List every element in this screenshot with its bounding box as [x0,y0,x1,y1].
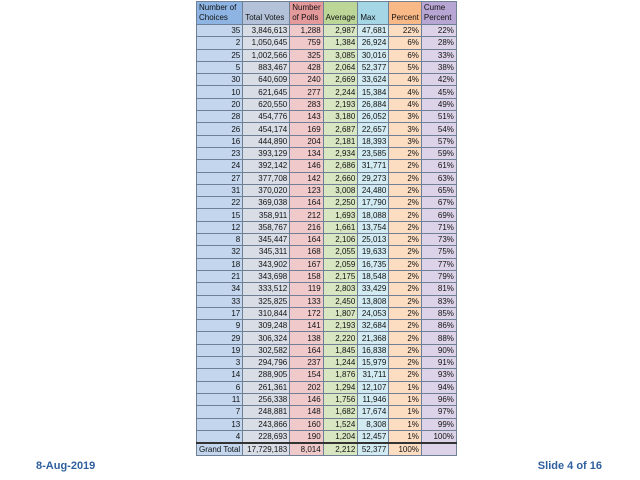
cell-average: 2,106 [323,234,358,246]
cell-total-votes: 369,038 [243,197,290,209]
table-row [197,160,457,172]
cell-percent: 2% [389,307,422,319]
cell-max: 29,273 [358,172,389,184]
cell-number-of-choices: 24 [197,160,243,172]
cell-average: 2,687 [323,123,358,135]
cell-max: 18,393 [358,135,389,147]
cell-total-votes: 345,311 [243,246,290,258]
table-row [197,98,457,110]
cell-average: 2,193 [323,98,358,110]
cell-number-of-polls: 172 [290,307,323,319]
cell-cume-percent: 88% [421,332,456,344]
cell-average: 1,693 [323,209,358,221]
cell-total-votes: 228,693 [243,430,290,443]
header-cume-percent: Cume Percent [421,2,456,25]
cell-number-of-choices: 32 [197,246,243,258]
cell-average: 2,220 [323,332,358,344]
cell-cume-percent: 54% [421,123,456,135]
grand-total-percent: 100% [389,443,422,456]
cell-percent: 2% [389,184,422,196]
cell-number-of-polls: 283 [290,98,323,110]
cell-number-of-polls: 158 [290,270,323,282]
cell-total-votes: 377,708 [243,172,290,184]
cell-average: 1,384 [323,37,358,49]
cell-number-of-polls: 164 [290,234,323,246]
cell-average: 2,450 [323,295,358,307]
cell-number-of-polls: 1,288 [290,25,323,37]
cell-cume-percent: 61% [421,160,456,172]
table-body [197,25,457,444]
cell-number-of-choices: 3 [197,357,243,369]
table-row [197,111,457,123]
footer-slide-number: Slide 4 of 16 [537,460,602,472]
cell-percent: 22% [389,25,422,37]
cell-number-of-choices: 15 [197,209,243,221]
cell-average: 2,055 [323,246,358,258]
grand-total-average: 2,212 [323,443,358,456]
cell-number-of-choices: 16 [197,135,243,147]
cell-cume-percent: 97% [421,406,456,418]
cell-number-of-polls: 138 [290,332,323,344]
cell-total-votes: 306,324 [243,332,290,344]
cell-max: 24,053 [358,307,389,319]
cell-number-of-choices: 13 [197,418,243,430]
cell-number-of-choices: 5 [197,61,243,73]
cell-average: 2,181 [323,135,358,147]
cell-total-votes: 444,890 [243,135,290,147]
cell-total-votes: 393,129 [243,147,290,159]
cell-max: 19,633 [358,246,389,258]
cell-percent: 3% [389,123,422,135]
cell-max: 33,429 [358,283,389,295]
grand-total-max: 52,377 [358,443,389,456]
cell-total-votes: 243,866 [243,418,290,430]
cell-total-votes: 256,338 [243,393,290,405]
cell-cume-percent: 90% [421,344,456,356]
cell-number-of-polls: 428 [290,61,323,73]
cell-max: 23,585 [358,147,389,159]
table-row [197,123,457,135]
cell-percent: 2% [389,209,422,221]
cell-total-votes: 333,512 [243,283,290,295]
cell-max: 15,979 [358,357,389,369]
cell-total-votes: 620,550 [243,98,290,110]
table-row [197,393,457,405]
cell-number-of-polls: 190 [290,430,323,443]
cell-max: 26,924 [358,37,389,49]
cell-cume-percent: 93% [421,369,456,381]
cell-number-of-polls: 204 [290,135,323,147]
table-row [197,197,457,209]
cell-number-of-choices: 10 [197,86,243,98]
cell-number-of-choices: 21 [197,270,243,282]
cell-total-votes: 358,911 [243,209,290,221]
cell-percent: 2% [389,147,422,159]
cell-cume-percent: 51% [421,111,456,123]
poll-results-table [196,1,457,456]
cell-percent: 2% [389,357,422,369]
cell-max: 26,052 [358,111,389,123]
cell-average: 2,934 [323,147,358,159]
cell-total-votes: 358,767 [243,221,290,233]
cell-average: 1,524 [323,418,358,430]
cell-number-of-polls: 277 [290,86,323,98]
cell-max: 18,088 [358,209,389,221]
cell-percent: 4% [389,98,422,110]
cell-number-of-polls: 759 [290,37,323,49]
table-row [197,49,457,61]
cell-number-of-choices: 2 [197,37,243,49]
table-row [197,258,457,270]
cell-number-of-choices: 35 [197,25,243,37]
cell-max: 16,735 [358,258,389,270]
table-row [197,430,457,443]
cell-cume-percent: 28% [421,37,456,49]
cell-max: 52,377 [358,61,389,73]
cell-total-votes: 3,846,613 [243,25,290,37]
footer-date: 8-Aug-2019 [36,460,96,472]
cell-total-votes: 454,776 [243,111,290,123]
cell-cume-percent: 83% [421,295,456,307]
table-row [197,61,457,73]
cell-number-of-choices: 8 [197,234,243,246]
header-average: Average [323,2,358,25]
header-number-of-polls: Number of Polls [290,2,323,25]
cell-cume-percent: 65% [421,184,456,196]
cell-number-of-polls: 212 [290,209,323,221]
cell-average: 1,756 [323,393,358,405]
cell-cume-percent: 77% [421,258,456,270]
cell-average: 3,180 [323,111,358,123]
cell-max: 12,457 [358,430,389,443]
cell-cume-percent: 79% [421,270,456,282]
grand-total-cume-percent [421,443,456,456]
cell-number-of-choices: 33 [197,295,243,307]
grand-total-row [197,443,457,456]
cell-total-votes: 883,467 [243,61,290,73]
cell-percent: 2% [389,320,422,332]
cell-percent: 2% [389,295,422,307]
table-row [197,234,457,246]
table-row [197,221,457,233]
table-row [197,86,457,98]
cell-average: 1,807 [323,307,358,319]
cell-percent: 2% [389,160,422,172]
cell-number-of-polls: 143 [290,111,323,123]
cell-number-of-choices: 7 [197,406,243,418]
table-row [197,246,457,258]
cell-number-of-polls: 216 [290,221,323,233]
cell-average: 1,682 [323,406,358,418]
cell-number-of-choices: 18 [197,258,243,270]
grand-total-polls: 8,014 [290,443,323,456]
table-footer [197,443,457,456]
header-number-of-choices: Number of Choices [197,2,243,25]
cell-percent: 2% [389,197,422,209]
table-row [197,320,457,332]
cell-number-of-polls: 119 [290,283,323,295]
cell-percent: 6% [389,37,422,49]
cell-percent: 2% [389,344,422,356]
cell-number-of-choices: 23 [197,147,243,159]
cell-total-votes: 288,905 [243,369,290,381]
cell-number-of-choices: 29 [197,332,243,344]
cell-max: 31,711 [358,369,389,381]
cell-number-of-choices: 30 [197,74,243,86]
table-header [197,2,457,25]
table-row [197,307,457,319]
cell-max: 32,684 [358,320,389,332]
cell-cume-percent: 91% [421,357,456,369]
header-total-votes: Total Votes [243,2,290,25]
cell-total-votes: 261,361 [243,381,290,393]
table-row [197,295,457,307]
table-row [197,25,457,37]
cell-number-of-choices: 25 [197,49,243,61]
cell-number-of-polls: 169 [290,123,323,135]
table-row [197,184,457,196]
cell-total-votes: 640,609 [243,74,290,86]
cell-max: 16,838 [358,344,389,356]
cell-number-of-choices: 20 [197,98,243,110]
cell-number-of-choices: 6 [197,381,243,393]
cell-number-of-choices: 11 [197,393,243,405]
cell-max: 17,674 [358,406,389,418]
cell-number-of-choices: 19 [197,344,243,356]
grand-total-votes: 17,729,183 [243,443,290,456]
cell-number-of-polls: 167 [290,258,323,270]
cell-percent: 1% [389,381,422,393]
cell-number-of-polls: 154 [290,369,323,381]
cell-total-votes: 454,174 [243,123,290,135]
cell-cume-percent: 99% [421,418,456,430]
cell-max: 12,107 [358,381,389,393]
cell-max: 13,754 [358,221,389,233]
cell-average: 2,175 [323,270,358,282]
cell-total-votes: 294,796 [243,357,290,369]
cell-percent: 6% [389,49,422,61]
table-row [197,406,457,418]
table-row [197,381,457,393]
cell-percent: 3% [389,135,422,147]
cell-number-of-choices: 22 [197,197,243,209]
cell-percent: 2% [389,172,422,184]
cell-percent: 2% [389,234,422,246]
cell-percent: 2% [389,283,422,295]
cell-cume-percent: 69% [421,209,456,221]
cell-max: 31,771 [358,160,389,172]
header-row [197,2,457,25]
table-row [197,418,457,430]
cell-average: 2,987 [323,25,358,37]
cell-number-of-choices: 14 [197,369,243,381]
cell-max: 15,384 [358,86,389,98]
cell-max: 24,480 [358,184,389,196]
cell-number-of-choices: 31 [197,184,243,196]
cell-cume-percent: 100% [421,430,456,443]
table-row [197,357,457,369]
cell-number-of-choices: 17 [197,307,243,319]
cell-max: 8,308 [358,418,389,430]
cell-number-of-polls: 202 [290,381,323,393]
cell-number-of-polls: 325 [290,49,323,61]
cell-number-of-polls: 168 [290,246,323,258]
cell-average: 1,876 [323,369,358,381]
table-row [197,172,457,184]
cell-cume-percent: 49% [421,98,456,110]
table-row [197,74,457,86]
cell-cume-percent: 33% [421,49,456,61]
table-row [197,37,457,49]
table-row [197,135,457,147]
cell-cume-percent: 81% [421,283,456,295]
cell-total-votes: 621,645 [243,86,290,98]
cell-number-of-polls: 237 [290,357,323,369]
cell-average: 1,845 [323,344,358,356]
cell-average: 2,064 [323,61,358,73]
cell-number-of-polls: 134 [290,147,323,159]
cell-average: 1,294 [323,381,358,393]
cell-max: 47,681 [358,25,389,37]
cell-max: 33,624 [358,74,389,86]
cell-max: 22,657 [358,123,389,135]
cell-total-votes: 1,050,645 [243,37,290,49]
cell-average: 1,204 [323,430,358,443]
cell-cume-percent: 45% [421,86,456,98]
cell-cume-percent: 85% [421,307,456,319]
table-row [197,369,457,381]
cell-average: 2,244 [323,86,358,98]
table-row [197,344,457,356]
cell-number-of-choices: 4 [197,430,243,443]
cell-cume-percent: 75% [421,246,456,258]
cell-number-of-choices: 27 [197,172,243,184]
cell-number-of-choices: 34 [197,283,243,295]
cell-number-of-polls: 146 [290,160,323,172]
cell-number-of-polls: 142 [290,172,323,184]
cell-number-of-polls: 141 [290,320,323,332]
cell-percent: 2% [389,246,422,258]
cell-cume-percent: 67% [421,197,456,209]
cell-total-votes: 345,447 [243,234,290,246]
header-percent: Percent [389,2,422,25]
cell-total-votes: 302,582 [243,344,290,356]
cell-percent: 4% [389,86,422,98]
cell-number-of-choices: 28 [197,111,243,123]
cell-average: 2,803 [323,283,358,295]
cell-number-of-polls: 123 [290,184,323,196]
cell-number-of-polls: 148 [290,406,323,418]
cell-average: 1,661 [323,221,358,233]
cell-max: 26,884 [358,98,389,110]
cell-cume-percent: 86% [421,320,456,332]
cell-average: 2,193 [323,320,358,332]
cell-percent: 1% [389,393,422,405]
cell-max: 30,016 [358,49,389,61]
cell-total-votes: 309,248 [243,320,290,332]
cell-max: 21,368 [358,332,389,344]
cell-total-votes: 343,698 [243,270,290,282]
cell-percent: 1% [389,430,422,443]
cell-max: 17,790 [358,197,389,209]
cell-max: 18,548 [358,270,389,282]
cell-cume-percent: 42% [421,74,456,86]
cell-total-votes: 392,142 [243,160,290,172]
cell-percent: 1% [389,406,422,418]
cell-number-of-polls: 240 [290,74,323,86]
cell-average: 2,660 [323,172,358,184]
cell-percent: 2% [389,221,422,233]
cell-average: 3,085 [323,49,358,61]
cell-percent: 2% [389,258,422,270]
cell-number-of-polls: 146 [290,393,323,405]
cell-max: 13,808 [358,295,389,307]
cell-number-of-choices: 26 [197,123,243,135]
header-max: Max [358,2,389,25]
cell-number-of-polls: 133 [290,295,323,307]
cell-percent: 2% [389,270,422,282]
cell-percent: 2% [389,369,422,381]
cell-total-votes: 325,825 [243,295,290,307]
cell-percent: 2% [389,332,422,344]
cell-percent: 3% [389,111,422,123]
cell-number-of-polls: 164 [290,344,323,356]
cell-cume-percent: 94% [421,381,456,393]
cell-percent: 5% [389,61,422,73]
cell-cume-percent: 57% [421,135,456,147]
cell-cume-percent: 71% [421,221,456,233]
cell-max: 25,013 [358,234,389,246]
grand-total-label: Grand Total [197,443,243,456]
cell-cume-percent: 59% [421,147,456,159]
cell-number-of-polls: 164 [290,197,323,209]
cell-number-of-choices: 9 [197,320,243,332]
table-row [197,147,457,159]
table-row [197,270,457,282]
cell-cume-percent: 22% [421,25,456,37]
table-row [197,332,457,344]
cell-average: 2,669 [323,74,358,86]
cell-total-votes: 370,020 [243,184,290,196]
table-row [197,283,457,295]
cell-cume-percent: 96% [421,393,456,405]
cell-cume-percent: 73% [421,234,456,246]
cell-cume-percent: 38% [421,61,456,73]
table-row [197,209,457,221]
cell-cume-percent: 63% [421,172,456,184]
cell-average: 2,686 [323,160,358,172]
cell-number-of-choices: 12 [197,221,243,233]
cell-average: 1,244 [323,357,358,369]
cell-average: 2,250 [323,197,358,209]
cell-average: 3,008 [323,184,358,196]
cell-total-votes: 1,002,566 [243,49,290,61]
cell-total-votes: 343,902 [243,258,290,270]
cell-average: 2,059 [323,258,358,270]
cell-max: 11,946 [358,393,389,405]
cell-total-votes: 310,844 [243,307,290,319]
cell-total-votes: 248,881 [243,406,290,418]
cell-number-of-polls: 160 [290,418,323,430]
cell-percent: 1% [389,418,422,430]
cell-percent: 4% [389,74,422,86]
